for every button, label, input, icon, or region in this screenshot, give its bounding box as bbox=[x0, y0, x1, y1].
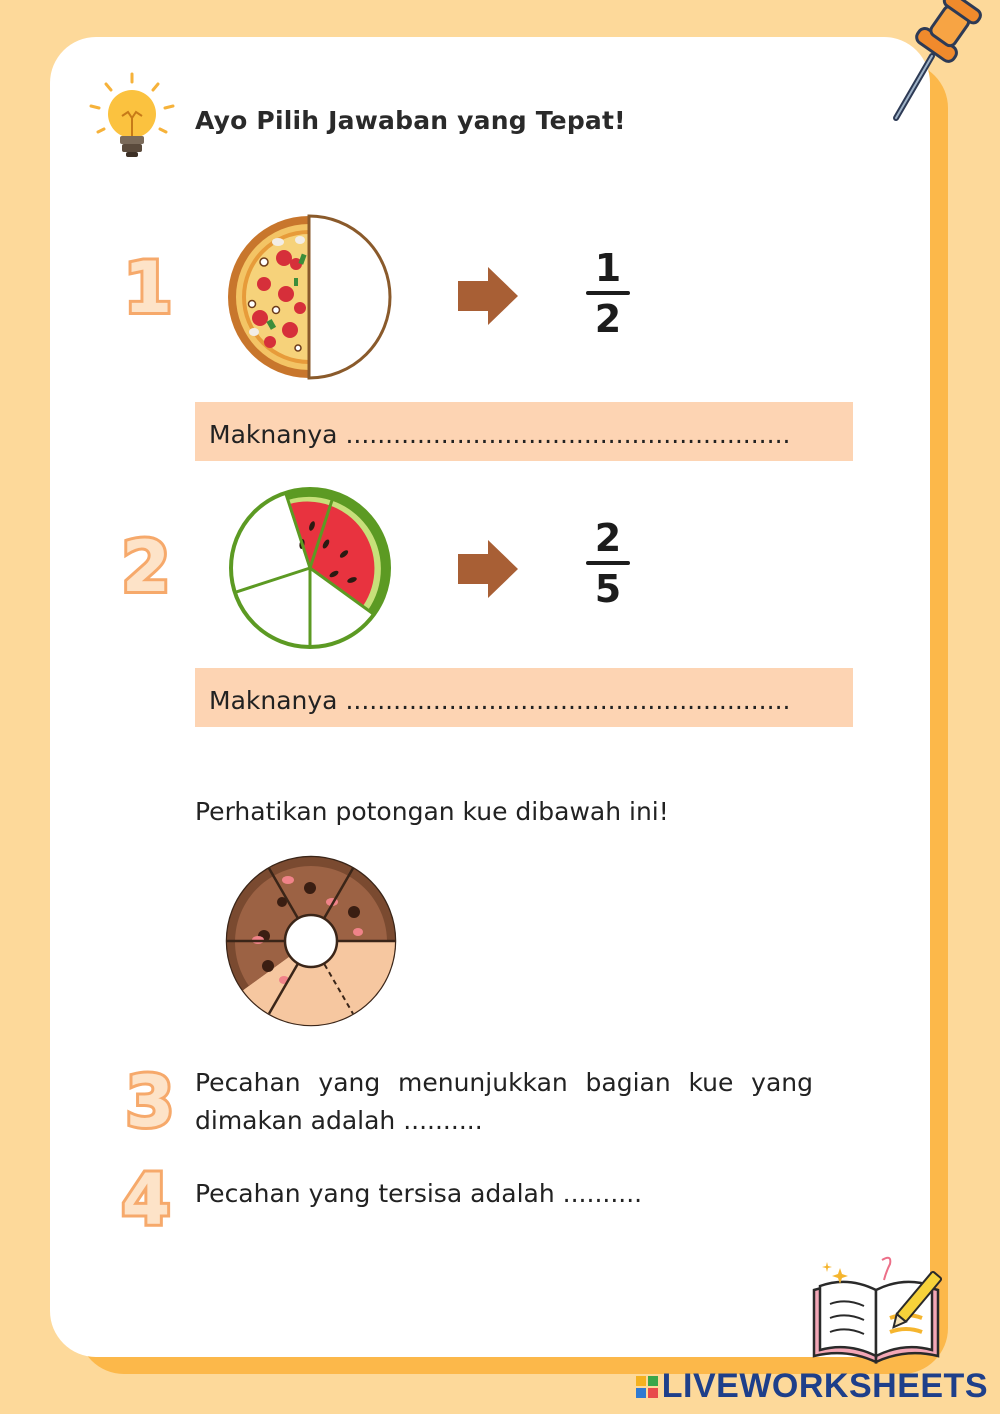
answer-field-1[interactable]: Maknanya ........................................................ bbox=[195, 402, 853, 461]
number-badge-label: 2 bbox=[121, 526, 171, 608]
number-badge-3 bbox=[110, 1050, 190, 1150]
light-bulb-icon bbox=[86, 72, 176, 164]
denominator: 5 bbox=[594, 567, 622, 611]
fraction-bar bbox=[586, 291, 630, 295]
number-badge-label: 1 bbox=[123, 247, 173, 329]
open-book-icon bbox=[806, 1252, 952, 1372]
arrow-right-icon bbox=[456, 538, 520, 600]
numerator: 1 bbox=[594, 246, 622, 290]
number-badge-1 bbox=[108, 240, 188, 340]
question-4-text: Pecahan yang tersisa adalah .......... bbox=[195, 1179, 643, 1208]
number-badge-label: 3 bbox=[125, 1061, 175, 1143]
number-badge-label: 4 bbox=[121, 1159, 171, 1241]
numerator: 2 bbox=[594, 516, 622, 560]
push-pin-icon bbox=[840, 0, 1000, 130]
arrow-right-icon bbox=[456, 265, 520, 327]
answer-field-2[interactable]: Maknanya ........................................................ bbox=[195, 668, 853, 727]
question-3-text: Pecahan yang menunjukkan bagian kue yang dimakan adalah .......... bbox=[195, 1068, 813, 1135]
liveworksheets-brand bbox=[636, 1367, 988, 1406]
number-badge-2 bbox=[106, 515, 186, 615]
cake-ring-image bbox=[224, 854, 398, 1028]
denominator: 2 bbox=[594, 297, 622, 341]
instruction-text: Perhatikan potongan kue dibawah ini! bbox=[195, 797, 669, 826]
fraction-1 bbox=[578, 248, 638, 339]
pizza-half-image bbox=[224, 212, 394, 382]
brand-text: LIVEWORKSHEETS bbox=[661, 1367, 988, 1405]
fraction-2 bbox=[578, 518, 638, 609]
number-badge-4 bbox=[106, 1148, 186, 1248]
liveworksheets-logo-icon bbox=[636, 1376, 658, 1398]
fraction-bar bbox=[586, 561, 630, 565]
page-title: Ayo Pilih Jawaban yang Tepat! bbox=[195, 106, 626, 135]
watermelon-fraction-image bbox=[226, 484, 394, 652]
